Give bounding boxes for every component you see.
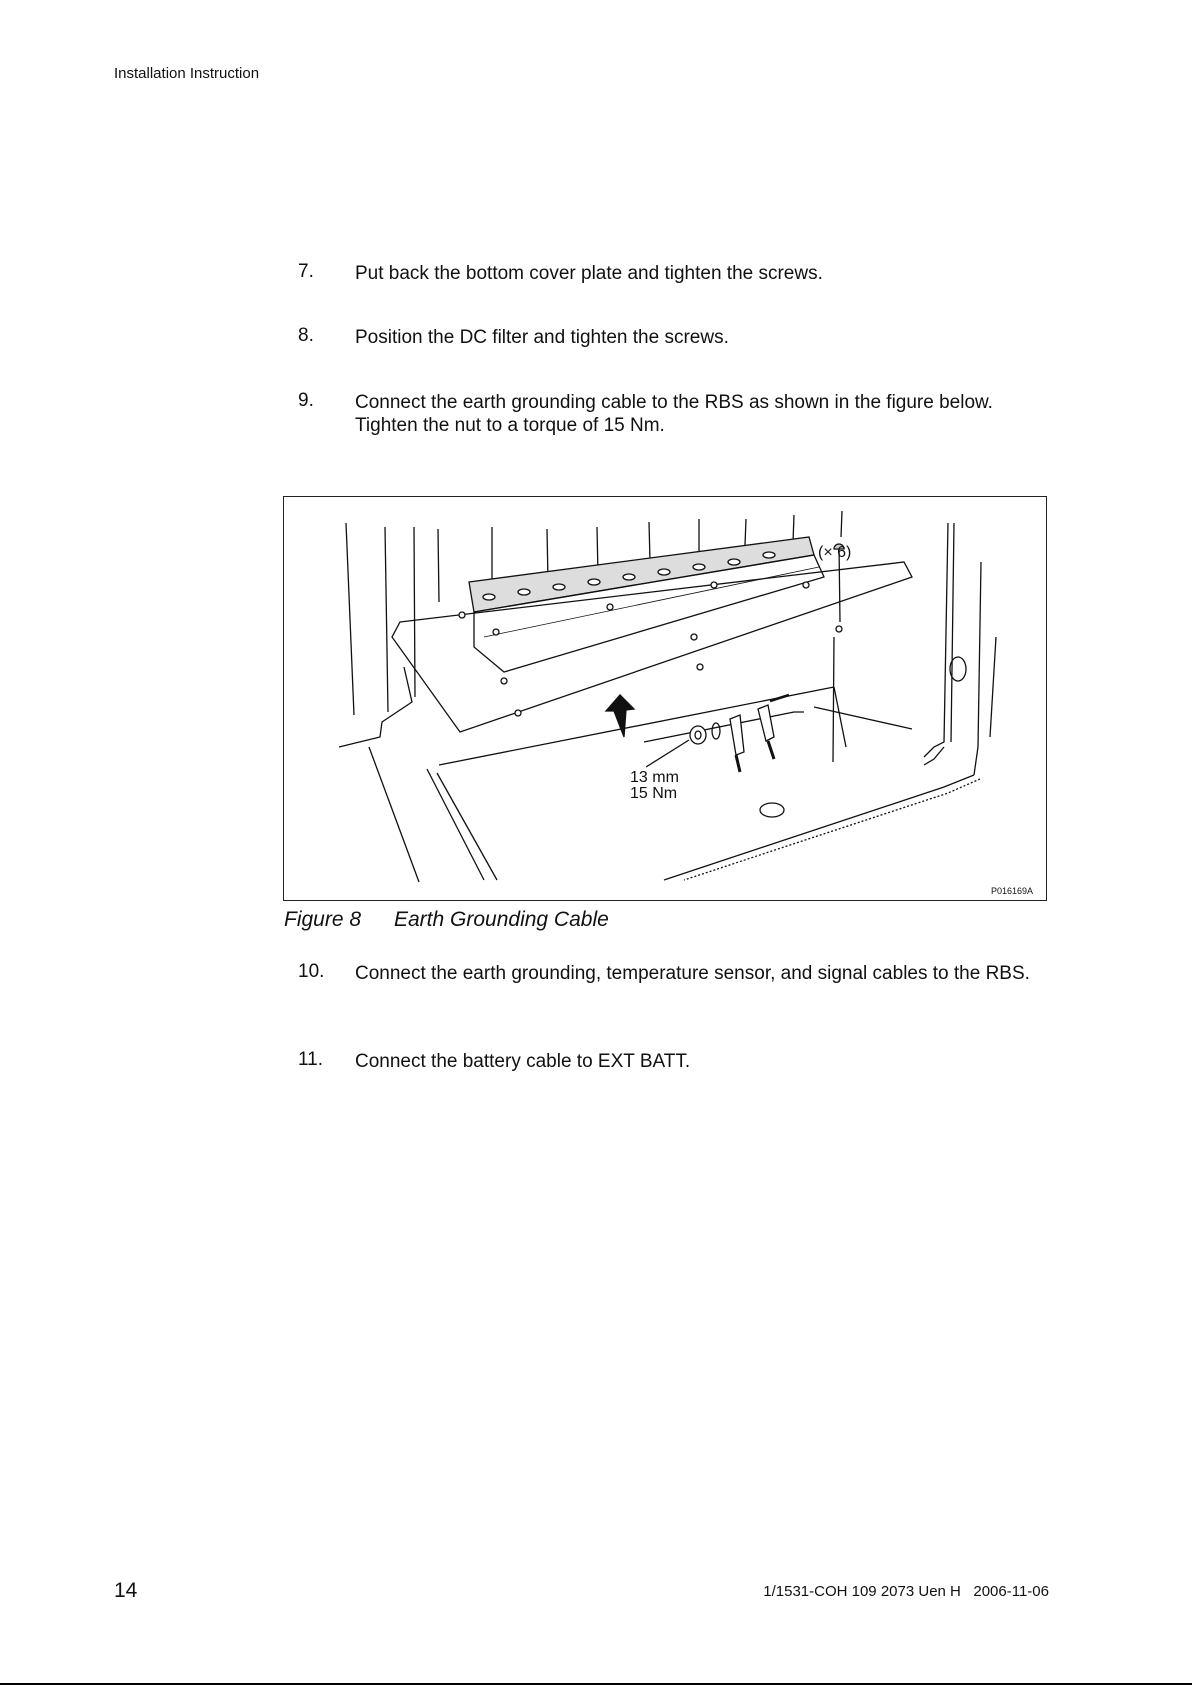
step-text: Put back the bottom cover plate and tighten the screws. (355, 263, 823, 284)
cabinet-edge-line (841, 511, 842, 537)
right-side-panel (924, 523, 948, 757)
page-number: 14 (114, 1579, 138, 1602)
step-text: Connect the earth grounding, temperature sensor, and signal cables to the RBS. (355, 963, 1030, 984)
drawing-id: P016169A (991, 886, 1034, 896)
right-side-panel (974, 562, 981, 775)
cabinet-edge-line (745, 519, 746, 545)
floor-hole (760, 803, 784, 817)
cabinet-edge-line (414, 527, 415, 697)
floor-edge (427, 769, 484, 880)
nut-icon (690, 726, 706, 744)
wrench-size-label: 13 mm (630, 769, 679, 786)
right-side-panel (990, 637, 996, 737)
floor-rim (664, 775, 974, 880)
cabinet-edge-line (649, 522, 650, 561)
installation-drawing (284, 497, 1046, 900)
left-frame (339, 667, 412, 747)
cable-lug-icon (758, 705, 774, 741)
step-number: 8. (298, 325, 314, 346)
cabinet-edge-line (438, 529, 439, 602)
step-number: 9. (298, 390, 314, 411)
earth-grounding-figure (283, 496, 1047, 901)
floor-edge (437, 773, 497, 880)
cabinet-edge-line (346, 523, 354, 715)
document-id: 1/1531-COH 109 2073 Uen H 2006-11-06 (763, 1583, 1049, 1600)
screw-count-label: (× 6) (818, 544, 852, 561)
left-frame (369, 747, 419, 882)
floor-line (814, 707, 912, 729)
floor-rim (924, 747, 944, 765)
washer-icon (712, 723, 720, 739)
floor-rim (684, 779, 980, 880)
figure-caption (284, 908, 609, 932)
figure-number: Figure 8 (284, 908, 362, 931)
alignment-line (833, 637, 834, 762)
step-number: 11. (298, 1049, 324, 1070)
figure-title: Earth Grounding Cable (394, 908, 609, 931)
cable-end-icon (736, 755, 740, 772)
torque-label: 15 Nm (630, 785, 678, 802)
floor-edge (644, 712, 804, 742)
running-header: Installation Instruction (114, 65, 260, 82)
step-text: Position the DC filter and tighten the screws. (355, 327, 729, 348)
step-text: Connect the earth grounding cable to the RBS as shown in the figure below. Tighten the nut to a torque of 15 Nm. (355, 392, 993, 436)
step-number: 10. (298, 961, 325, 982)
cable-lug-icon (730, 715, 744, 755)
cabinet-edge-line (385, 527, 388, 712)
step-text: Connect the battery cable to EXT BATT. (355, 1051, 691, 1072)
bolt-icon (770, 695, 789, 701)
cable-end-icon (768, 741, 774, 759)
cabinet-edge-line (793, 515, 794, 542)
floor-edge (834, 687, 846, 747)
dc-filter-top (469, 537, 814, 612)
right-side-panel (951, 523, 954, 742)
label-leader (646, 740, 689, 767)
step-number: 7. (298, 261, 314, 282)
